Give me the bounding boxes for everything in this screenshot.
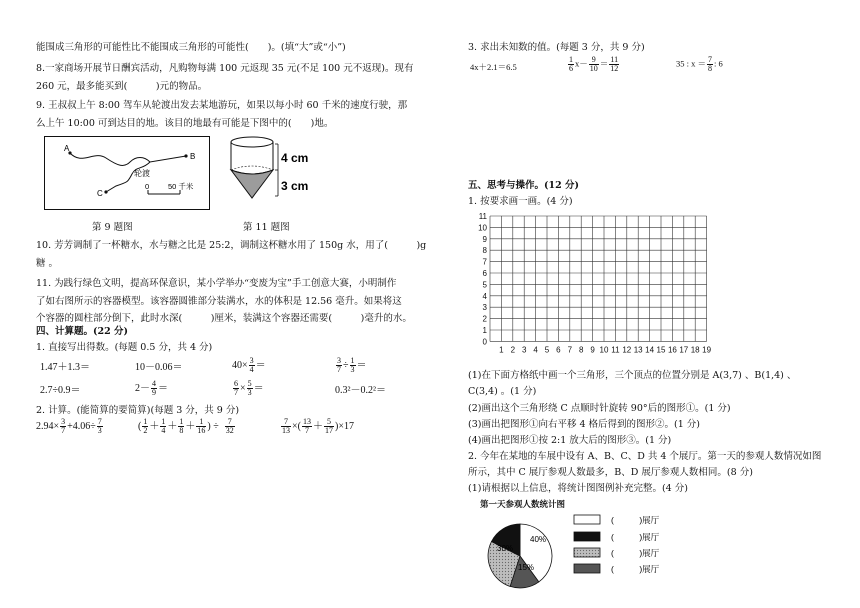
legend-label-1: ( )展厅 (611, 515, 660, 525)
section-4-title: 四、计算题。(22 分) (36, 326, 129, 337)
legend-label-2: ( )展厅 (611, 532, 660, 542)
legend-swatch-4 (574, 564, 600, 573)
grid-y-label: 10 (478, 223, 487, 233)
calc1-h: 0.3²－0.2²＝ (335, 385, 386, 396)
equation-2: $\frac{1}{6}$ x－ $\frac{9}{10}$ ＝ $\frac{11}{12}$ (569, 55, 619, 73)
q11-container-figure (226, 134, 322, 214)
calc1-c: 40× $\frac{3}{4}$ ＝ (232, 356, 266, 374)
pie-label-15: 15% (518, 563, 535, 572)
calc1-title: 1. 直接写出得数。(每题 0.5 分，共 4 分) (36, 342, 213, 353)
q10-line2: 糖 。 (36, 258, 59, 269)
calc1-e: 2.7÷0.9＝ (40, 385, 81, 396)
grid-x-label: 12 (622, 345, 632, 355)
legend-label-3: ( )展厅 (611, 548, 660, 558)
q1-part3: (3)画出把图形①向右平移 4 格后得到的图形②。(1 分) (468, 419, 701, 430)
legend-swatch-3 (574, 548, 600, 557)
grid-x-label: 10 (599, 345, 609, 355)
map-label-b: B (190, 152, 196, 161)
q9-map-figure (44, 136, 210, 210)
q8-line2: 260 元，最多能买到( )元的物品。 (36, 81, 208, 92)
pie-title: 第一天参观人数统计图 (480, 500, 566, 510)
grid-y-label: 4 (482, 291, 487, 301)
grid-y-label: 7 (482, 257, 487, 267)
grid-x-label: 6 (556, 345, 561, 355)
grid-y-label: 5 (482, 280, 487, 290)
grid-x-label: 8 (578, 345, 584, 355)
grid-x-label: 5 (544, 345, 550, 355)
calc2-a: 2.94× $\frac{3}{7}$ +4.06÷ $\frac{7}{3}$ (36, 417, 102, 435)
map-scale-zero: 0 (145, 182, 150, 191)
grid-x-label: 11 (611, 345, 620, 355)
grid-x-label: 4 (533, 345, 538, 355)
q2-line1: 2. 今年在某地的车展中设有 A、B、C、D 共 4 个展厅。第一天的参观人数情况如图 (468, 451, 822, 462)
caption-q11: 第 11 题图 (243, 222, 290, 233)
grid-origin: 0 (482, 337, 487, 347)
calc1-b: 10－0.06＝ (135, 362, 183, 373)
q8-line1: 8.一家商场开展节日酬宾活动，凡购物每满 100 元返现 35 元(不足 100 元不返现)。现有 (36, 63, 414, 74)
grid-x-label: 16 (667, 345, 677, 355)
equation-3: 35 : x ＝ $\frac{7}{8}$ : 6 (676, 55, 723, 73)
calc1-g: $\frac{6}{7}$ × $\frac{5}{3}$ ＝ (234, 379, 264, 397)
grid-x-label: 17 (679, 345, 689, 355)
q10-line1: 10. 芳芳调制了一杯糖水，水与糖之比是 25:2，调制这杯糖水用了 150g 水，用了( )g (36, 240, 427, 251)
grid-x-label: 19 (702, 345, 712, 355)
grid-y-label: 9 (482, 234, 487, 244)
q3-title: 3. 求出未知数的值。(每题 3 分，共 9 分) (468, 42, 645, 53)
cone-bottom-height: 3 cm (281, 179, 309, 193)
pie-label-40: 40% (530, 535, 547, 544)
calc1-a: 1.47＋1.3＝ (40, 362, 90, 373)
grid-x-label: 14 (645, 345, 655, 355)
q1-part4: (4)画出把图形①按 2:1 放大后的图形③。(1 分) (468, 435, 672, 446)
grid-y-label: 8 (482, 246, 487, 256)
q11-line2: 了如右图所示的容器模型。该容器圆锥部分装满水，水的体积是 12.56 毫升。如果将这 (36, 296, 402, 307)
grid-y-label: 6 (482, 269, 487, 278)
q11-line1: 11. 为践行绿色文明，提高环保意识，某小学举办“变废为宝”手工创意大赛，小明制作 (36, 278, 397, 289)
map-scale-value: 50 千米 (168, 182, 194, 191)
pie-chart (486, 510, 686, 602)
section-5-title: 五、思考与操作。(12 分) (468, 180, 580, 191)
q1-part1-line2: C(3,4) 。(1 分) (468, 386, 537, 397)
grid-x-label: 13 (633, 345, 643, 355)
q1-title: 1. 按要求画一画。(4 分) (468, 196, 573, 207)
grid-y-label: 1 (482, 326, 487, 335)
q2-part1: (1)请根据以上信息，将统计图图例补充完整。(4 分) (468, 483, 688, 494)
grid-x-label: 2 (510, 345, 516, 355)
q9-line1: 9. 王叔叔上午 8:00 驾车从轮渡出发去某地游玩，如果以每小时 60 千米的速度行驶，那 (36, 100, 408, 111)
grid-y-label: 3 (482, 303, 487, 313)
calc2-b: ( $\frac{1}{2}$ ＋ $\frac{1}{4}$ ＋ $\frac{1}{8}$ ＋ $\frac{1}{16}$ ) ÷ $\frac{7}{32}$ (138, 417, 234, 435)
cone-top-height: 4 cm (281, 151, 309, 165)
caption-q9: 第 9 题图 (92, 222, 133, 233)
pie-label-30: 30% (497, 544, 514, 553)
calc1-f: 2－ $\frac{4}{9}$ ＝ (135, 379, 168, 397)
calc2-title: 2. 计算。(能简算的要简算)(每题 3 分，共 9 分) (36, 405, 240, 416)
legend-label-4: ( )展厅 (611, 564, 660, 574)
q11-line3: 个容器的圆柱部分倒下，此时水深( )厘米，装满这个容器还需要( )毫升的水。 (36, 313, 412, 324)
grid-y-label: 2 (482, 314, 487, 324)
q7-tail: 能围成三角形的可能性比不能围成三角形的可能性( )。(填“大”或“小”) (36, 42, 346, 53)
q1-part1-line1: (1)在下面方格纸中画一个三角形，三个顶点的位置分别是 A(3,7) 、B(1,4) 、 (468, 370, 797, 381)
map-label-a: A (64, 144, 70, 153)
q2-line2: 所示，其中 C 展厅参观人数最多，B、D 展厅参观人数相同。(8 分) (468, 467, 753, 478)
q9-line2: 么上午 10:00 可到达目的地。该目的地最有可能是下图中的( )地。 (36, 118, 334, 129)
grid-x-label: 18 (690, 345, 700, 355)
grid-x-label: 3 (521, 345, 527, 355)
q1-part2: (2)画出这个三角形绕 C 点顺时针旋转 90°后的图形①。(1 分) (468, 403, 731, 414)
calc2-c: $\frac{7}{13}$ ×( $\frac{13}{7}$ ＋ $\frac{5}{17}$ )×17 (282, 417, 354, 435)
map-label-ferry: 轮渡 (134, 169, 150, 178)
legend-swatch-1 (574, 515, 600, 524)
grid-x-label: 15 (656, 345, 666, 355)
equation-1: 4x＋2.1＝6.5 (470, 62, 517, 72)
grid-x-label: 1 (499, 345, 504, 355)
grid-x-label: 7 (567, 345, 573, 355)
legend-swatch-2 (574, 532, 600, 541)
calc1-d: $\frac{3}{7}$ ÷ $\frac{1}{3}$ ＝ (337, 356, 367, 374)
grid-x-label: 9 (590, 345, 595, 355)
coordinate-grid (474, 212, 834, 362)
grid-y-label: 11 (478, 212, 487, 221)
map-label-c: C (97, 189, 103, 198)
